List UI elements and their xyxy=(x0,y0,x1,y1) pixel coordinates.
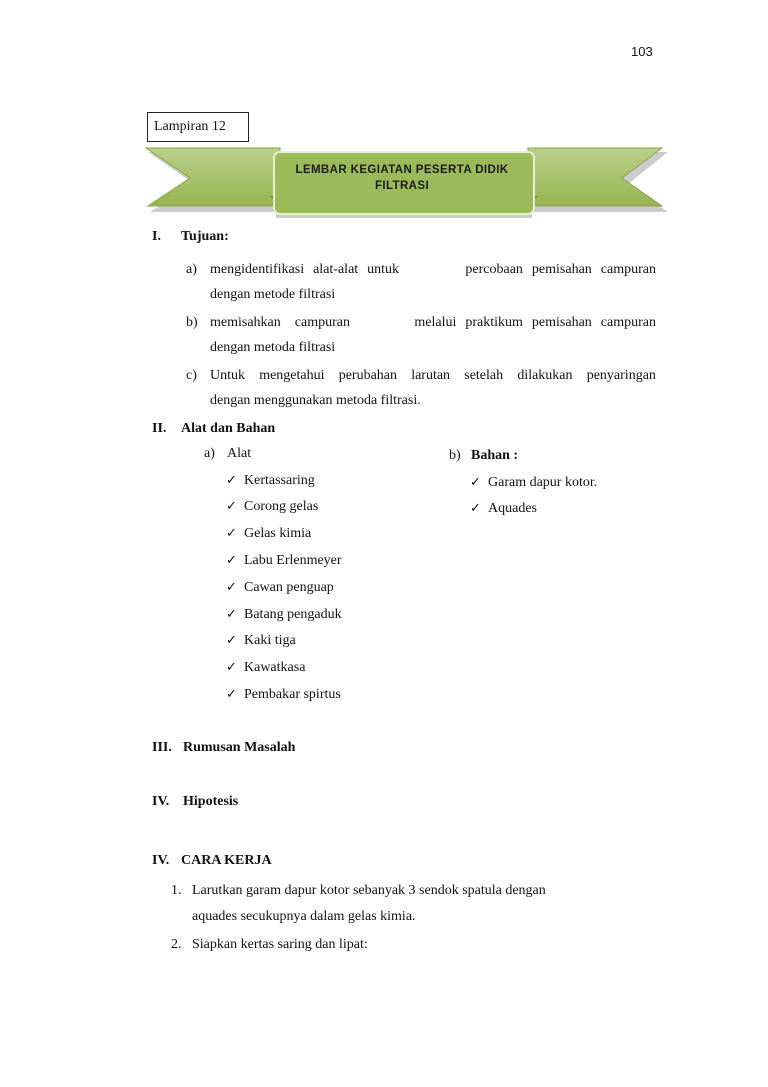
word: campuran xyxy=(294,315,350,330)
check-icon: ✓ xyxy=(470,501,481,516)
section-3-number: III. xyxy=(152,740,172,755)
worksheet-title xyxy=(276,162,528,194)
check-icon: ✓ xyxy=(226,499,237,514)
list-item: ✓ Garam dapur kotor. xyxy=(470,475,598,490)
word: penyaringan xyxy=(586,368,656,383)
check-icon: ✓ xyxy=(226,526,237,541)
section-5-heading: CARA KERJA xyxy=(181,853,272,868)
section-2-number: II. xyxy=(152,421,167,436)
word: praktikum xyxy=(465,315,523,330)
list-item: ✓ Pembakar spirtus xyxy=(226,687,341,702)
check-icon: ✓ xyxy=(226,580,237,595)
section-1-heading: Tujuan: xyxy=(181,229,229,244)
list-item: ✓ Kaki tiga xyxy=(226,633,296,648)
word: perubahan xyxy=(338,368,397,383)
section-3-heading: Rumusan Masalah xyxy=(183,740,296,755)
list-item: ✓ Gelas kimia xyxy=(226,526,312,541)
step-2-line1: Siapkan kertas saring dan lipat: xyxy=(192,937,368,952)
step-1-line1: Larutkan garam dapur kotor sebanyak 3 sendok spatula dengan xyxy=(192,883,546,898)
word: mengetahui xyxy=(259,368,325,383)
list-item: ✓ Cawan penguap xyxy=(226,580,334,595)
check-icon: ✓ xyxy=(226,687,237,702)
bahan-marker: b) xyxy=(449,448,461,463)
list-item: ✓ Aquades xyxy=(470,501,537,516)
check-icon: ✓ xyxy=(226,553,237,568)
section-5-number: IV. xyxy=(152,853,170,868)
check-icon: ✓ xyxy=(226,633,237,648)
word: Untuk xyxy=(210,368,245,383)
title-line-1: LEMBAR KEGIATAN PESERTA DIDIK xyxy=(295,164,509,176)
list-item: ✓ Kertassaring xyxy=(226,473,315,488)
ribbon-right-tail xyxy=(528,148,662,206)
list-item: ✓ Batang pengaduk xyxy=(226,607,342,622)
check-icon: ✓ xyxy=(470,475,481,490)
page-number: 103 xyxy=(631,44,653,59)
word: percobaan xyxy=(465,262,523,277)
alat-marker: a) xyxy=(204,446,215,461)
list-item: ✓ Labu Erlenmeyer xyxy=(226,553,342,568)
step-1-line2: aquades secukupnya dalam gelas kimia. xyxy=(192,909,416,924)
section-1-number: I. xyxy=(152,229,161,244)
tujuan-b-line1 xyxy=(210,315,656,331)
bahan-label: Bahan : xyxy=(471,448,519,463)
word: mengidentifikasi xyxy=(210,262,305,277)
check-icon: ✓ xyxy=(226,473,237,488)
step-1-marker: 1. xyxy=(171,883,182,898)
tujuan-a-line1 xyxy=(210,262,656,278)
check-icon: ✓ xyxy=(226,660,237,675)
tujuan-b-marker: b) xyxy=(186,315,198,330)
tujuan-c-line1 xyxy=(210,368,656,384)
word: campuran xyxy=(600,315,656,330)
check-icon: ✓ xyxy=(226,607,237,622)
list-item: ✓ Corong gelas xyxy=(226,499,319,514)
section-4-heading: Hipotesis xyxy=(183,794,239,809)
ribbon-left-tail xyxy=(146,148,280,206)
section-2-heading: Alat dan Bahan xyxy=(181,421,276,436)
tujuan-b-line2: dengan metoda filtrasi xyxy=(210,340,336,355)
word: campuran xyxy=(600,262,656,277)
word: larutan xyxy=(411,368,451,383)
tujuan-a-line2: dengan metode filtrasi xyxy=(210,287,336,302)
word: pemisahan xyxy=(531,262,592,277)
step-2-marker: 2. xyxy=(171,937,182,952)
word: setelah xyxy=(464,368,504,383)
alat-label: Alat xyxy=(227,446,252,461)
word: pemisahan xyxy=(531,315,592,330)
word: alat-alat xyxy=(313,262,359,277)
word: memisahkan xyxy=(210,315,281,330)
word: dilakukan xyxy=(517,368,573,383)
word: untuk xyxy=(367,262,400,277)
tujuan-a-marker: a) xyxy=(186,262,197,277)
title-line-2: FILTRASI xyxy=(374,180,430,192)
lampiran-label: Lampiran 12 xyxy=(147,112,249,142)
word: melalui xyxy=(414,315,457,330)
section-4-number: IV. xyxy=(152,794,170,809)
tujuan-c-marker: c) xyxy=(186,368,197,383)
tujuan-c-line2: dengan menggunakan metoda filtrasi. xyxy=(210,393,421,408)
list-item: ✓ Kawatkasa xyxy=(226,660,306,675)
